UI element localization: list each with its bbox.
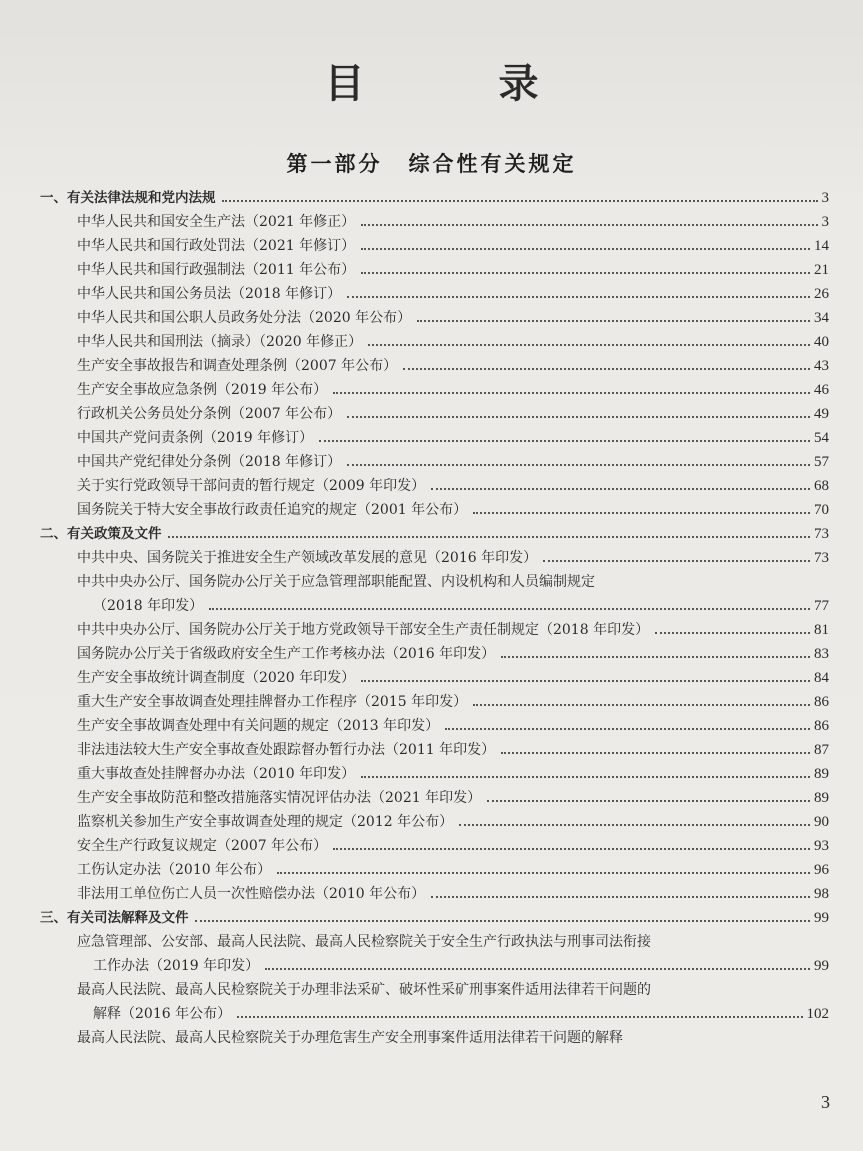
entry-title: 监察机关参加生产安全事故调查处理的规定（2012 年公布） — [77, 814, 454, 830]
toc-entry-line: 应急管理部、公安部、最高人民法院、最高人民检察院关于安全生产行政执法与刑事司法衔接 — [77, 934, 651, 950]
dot-leader — [431, 488, 810, 490]
entry-title: 解释（2016 年公布） — [93, 1006, 232, 1022]
entry-title: 生产安全事故应急条例（2019 年公布） — [77, 382, 328, 398]
entry-page-number: 84 — [814, 670, 829, 686]
entry-page-number: 49 — [814, 406, 829, 422]
part-name: 综合性有关规定 — [408, 151, 577, 176]
entry-title: 工伤认定办法（2010 年公布） — [77, 862, 272, 878]
entry-page-number: 89 — [814, 766, 829, 782]
entry-title: 生产安全事故统计调查制度（2020 年印发） — [77, 670, 356, 686]
toc-entry[interactable] — [77, 717, 829, 735]
entry-page-number: 89 — [814, 790, 829, 806]
toc-entry[interactable] — [77, 453, 829, 471]
toc-entry[interactable] — [77, 357, 829, 375]
toc-entry[interactable] — [77, 621, 829, 639]
entry-page-number: 83 — [814, 646, 829, 662]
dot-leader — [361, 224, 817, 226]
toc-section[interactable] — [40, 189, 829, 207]
entry-title: 国务院关于特大安全事故行政责任追究的规定（2001 年公布） — [77, 502, 468, 518]
dot-leader — [361, 272, 810, 274]
toc-entry[interactable] — [77, 645, 829, 663]
entry-title: 生产安全事故报告和调查处理条例（2007 年公布） — [77, 358, 398, 374]
dot-leader — [195, 920, 811, 922]
entry-page-number: 46 — [814, 382, 829, 398]
dot-leader — [487, 800, 810, 802]
toc-entry[interactable] — [77, 381, 829, 399]
dot-leader — [543, 560, 810, 562]
dot-leader — [655, 632, 810, 634]
dot-leader — [361, 680, 810, 682]
toc-entry[interactable] — [77, 837, 829, 855]
toc-entry[interactable] — [77, 285, 829, 303]
entry-page-number: 99 — [814, 958, 829, 974]
toc-entry[interactable] — [77, 309, 829, 327]
toc-entry[interactable] — [77, 885, 829, 903]
entry-title: 中华人民共和国公务员法（2018 年修订） — [77, 286, 342, 302]
entry-page-number: 21 — [814, 262, 829, 278]
entry-page-number: 93 — [814, 838, 829, 854]
entry-title: 中国共产党纪律处分条例（2018 年修订） — [77, 454, 342, 470]
entry-page-number: 77 — [814, 598, 829, 614]
entry-title: 行政机关公务员处分条例（2007 年公布） — [77, 406, 342, 422]
entry-page-number: 40 — [814, 334, 829, 350]
toc-entry-line: 最高人民法院、最高人民检察院关于办理危害生产安全刑事案件适用法律若干问题的解释 — [77, 1030, 623, 1046]
dot-leader — [501, 752, 810, 754]
entry-title: 重大事故查处挂牌督办办法（2010 年印发） — [77, 766, 356, 782]
dot-leader — [459, 824, 810, 826]
part-label: 第一部分 — [286, 151, 383, 176]
entry-page-number: 86 — [814, 718, 829, 734]
entry-title: 中华人民共和国安全生产法（2021 年修正） — [77, 214, 356, 230]
dot-leader — [417, 320, 810, 322]
toc-entry[interactable] — [77, 741, 829, 759]
toc-entry[interactable] — [93, 957, 829, 975]
dot-leader — [347, 464, 810, 466]
dot-leader — [361, 248, 810, 250]
entry-title: 安全生产行政复议规定（2007 年公布） — [77, 838, 328, 854]
toc-entry[interactable] — [77, 501, 829, 519]
entry-page-number: 57 — [814, 454, 829, 470]
entry-page-number: 70 — [814, 502, 829, 518]
toc-entry-line: 中共中央办公厅、国务院办公厅关于应急管理部职能配置、内设机构和人员编制规定 — [77, 574, 595, 590]
entry-page-number: 96 — [814, 862, 829, 878]
toc-entry[interactable] — [77, 429, 829, 447]
section-title: 一、有关法律法规和党内法规 — [40, 190, 216, 206]
dot-leader — [333, 848, 810, 850]
entry-title: 中国共产党问责条例（2019 年修订） — [77, 430, 314, 446]
section-title: 二、有关政策及文件 — [40, 526, 162, 542]
dot-leader — [222, 200, 818, 202]
toc-entry[interactable] — [77, 477, 829, 495]
entry-title: 中华人民共和国刑法（摘录）（2020 年修正） — [77, 334, 363, 350]
toc-entry[interactable] — [77, 213, 829, 231]
toc-section[interactable] — [40, 525, 829, 543]
toc-entry[interactable] — [77, 549, 829, 567]
entry-title: 重大生产安全事故调查处理挂牌督办工作程序（2015 年印发） — [77, 694, 468, 710]
dot-leader — [501, 656, 810, 658]
dot-leader — [361, 776, 810, 778]
dot-leader — [277, 872, 810, 874]
entry-title: 中华人民共和国行政处罚法（2021 年修订） — [77, 238, 356, 254]
entry-page-number: 54 — [814, 430, 829, 446]
dot-leader — [319, 440, 810, 442]
entry-page-number: 73 — [814, 550, 829, 566]
toc-entry-line: 最高人民法院、最高人民检察院关于办理非法采矿、破坏性采矿刑事案件适用法律若干问题的 — [77, 982, 651, 998]
toc-entry[interactable] — [93, 1005, 829, 1023]
page-number: 3 — [821, 1092, 830, 1112]
section-title: 三、有关司法解释及文件 — [40, 910, 189, 926]
entry-title: 非法违法较大生产安全事故查处跟踪督办暂行办法（2011 年印发） — [77, 742, 496, 758]
toc-entry[interactable] — [93, 597, 829, 615]
dot-leader — [209, 608, 810, 610]
entry-title: 中华人民共和国公职人员政务处分法（2020 年公布） — [77, 310, 412, 326]
entry-title: （2018 年印发） — [93, 598, 204, 614]
toc-entry[interactable] — [77, 669, 829, 687]
dot-leader — [237, 1016, 802, 1018]
entry-page-number: 68 — [814, 478, 829, 494]
toc-entry[interactable] — [77, 693, 829, 711]
entry-title: 中共中央办公厅、国务院办公厅关于地方党政领导干部安全生产责任制规定（2018 年印发） — [77, 622, 650, 638]
entry-page-number: 87 — [814, 742, 829, 758]
entry-title: 生产安全事故调查处理中有关问题的规定（2013 年印发） — [77, 718, 440, 734]
entry-page-number: 3 — [821, 214, 829, 230]
toc-entry[interactable] — [77, 813, 829, 831]
entry-page-number: 98 — [814, 886, 829, 902]
entry-page-number: 26 — [814, 286, 829, 302]
toc-entry[interactable] — [77, 789, 829, 807]
toc-entry[interactable] — [77, 333, 829, 351]
dot-leader — [347, 416, 810, 418]
dot-leader — [168, 536, 811, 538]
dot-leader — [473, 704, 810, 706]
toc-entry[interactable] — [77, 261, 829, 279]
entry-title: 生产安全事故防范和整改措施落实情况评估办法（2021 年印发） — [77, 790, 482, 806]
toc-entry[interactable] — [77, 237, 829, 255]
entry-page-number: 102 — [806, 1006, 829, 1022]
page-title: 目 录 — [324, 60, 599, 107]
entry-title: 工作办法（2019 年印发） — [93, 958, 260, 974]
entry-title: 中华人民共和国行政强制法（2011 年公布） — [77, 262, 356, 278]
entry-title: 国务院办公厅关于省级政府安全生产工作考核办法（2016 年印发） — [77, 646, 496, 662]
dot-leader — [265, 968, 810, 970]
entry-title: 中共中央、国务院关于推进安全生产领域改革发展的意见（2016 年印发） — [77, 550, 538, 566]
toc-entry[interactable] — [77, 765, 829, 783]
toc-section[interactable] — [40, 909, 829, 927]
entry-page-number: 90 — [814, 814, 829, 830]
part-heading — [0, 148, 863, 178]
dot-leader — [473, 512, 810, 514]
toc-entry[interactable] — [77, 405, 829, 423]
entry-title: 关于实行党政领导干部问责的暂行规定（2009 年印发） — [77, 478, 426, 494]
dot-leader — [403, 368, 810, 370]
dot-leader — [333, 392, 810, 394]
entry-page-number: 73 — [814, 526, 829, 542]
entry-page-number: 99 — [814, 910, 829, 926]
entry-page-number: 14 — [814, 238, 829, 254]
dot-leader — [347, 296, 810, 298]
entry-page-number: 43 — [814, 358, 829, 374]
entry-page-number: 3 — [821, 190, 829, 206]
dot-leader — [445, 728, 810, 730]
dot-leader — [368, 344, 810, 346]
toc-entry[interactable] — [77, 861, 829, 879]
entry-page-number: 34 — [814, 310, 829, 326]
entry-title: 非法用工单位伤亡人员一次性赔偿办法（2010 年公布） — [77, 886, 426, 902]
dot-leader — [431, 896, 810, 898]
entry-page-number: 86 — [814, 694, 829, 710]
entry-page-number: 81 — [814, 622, 829, 638]
